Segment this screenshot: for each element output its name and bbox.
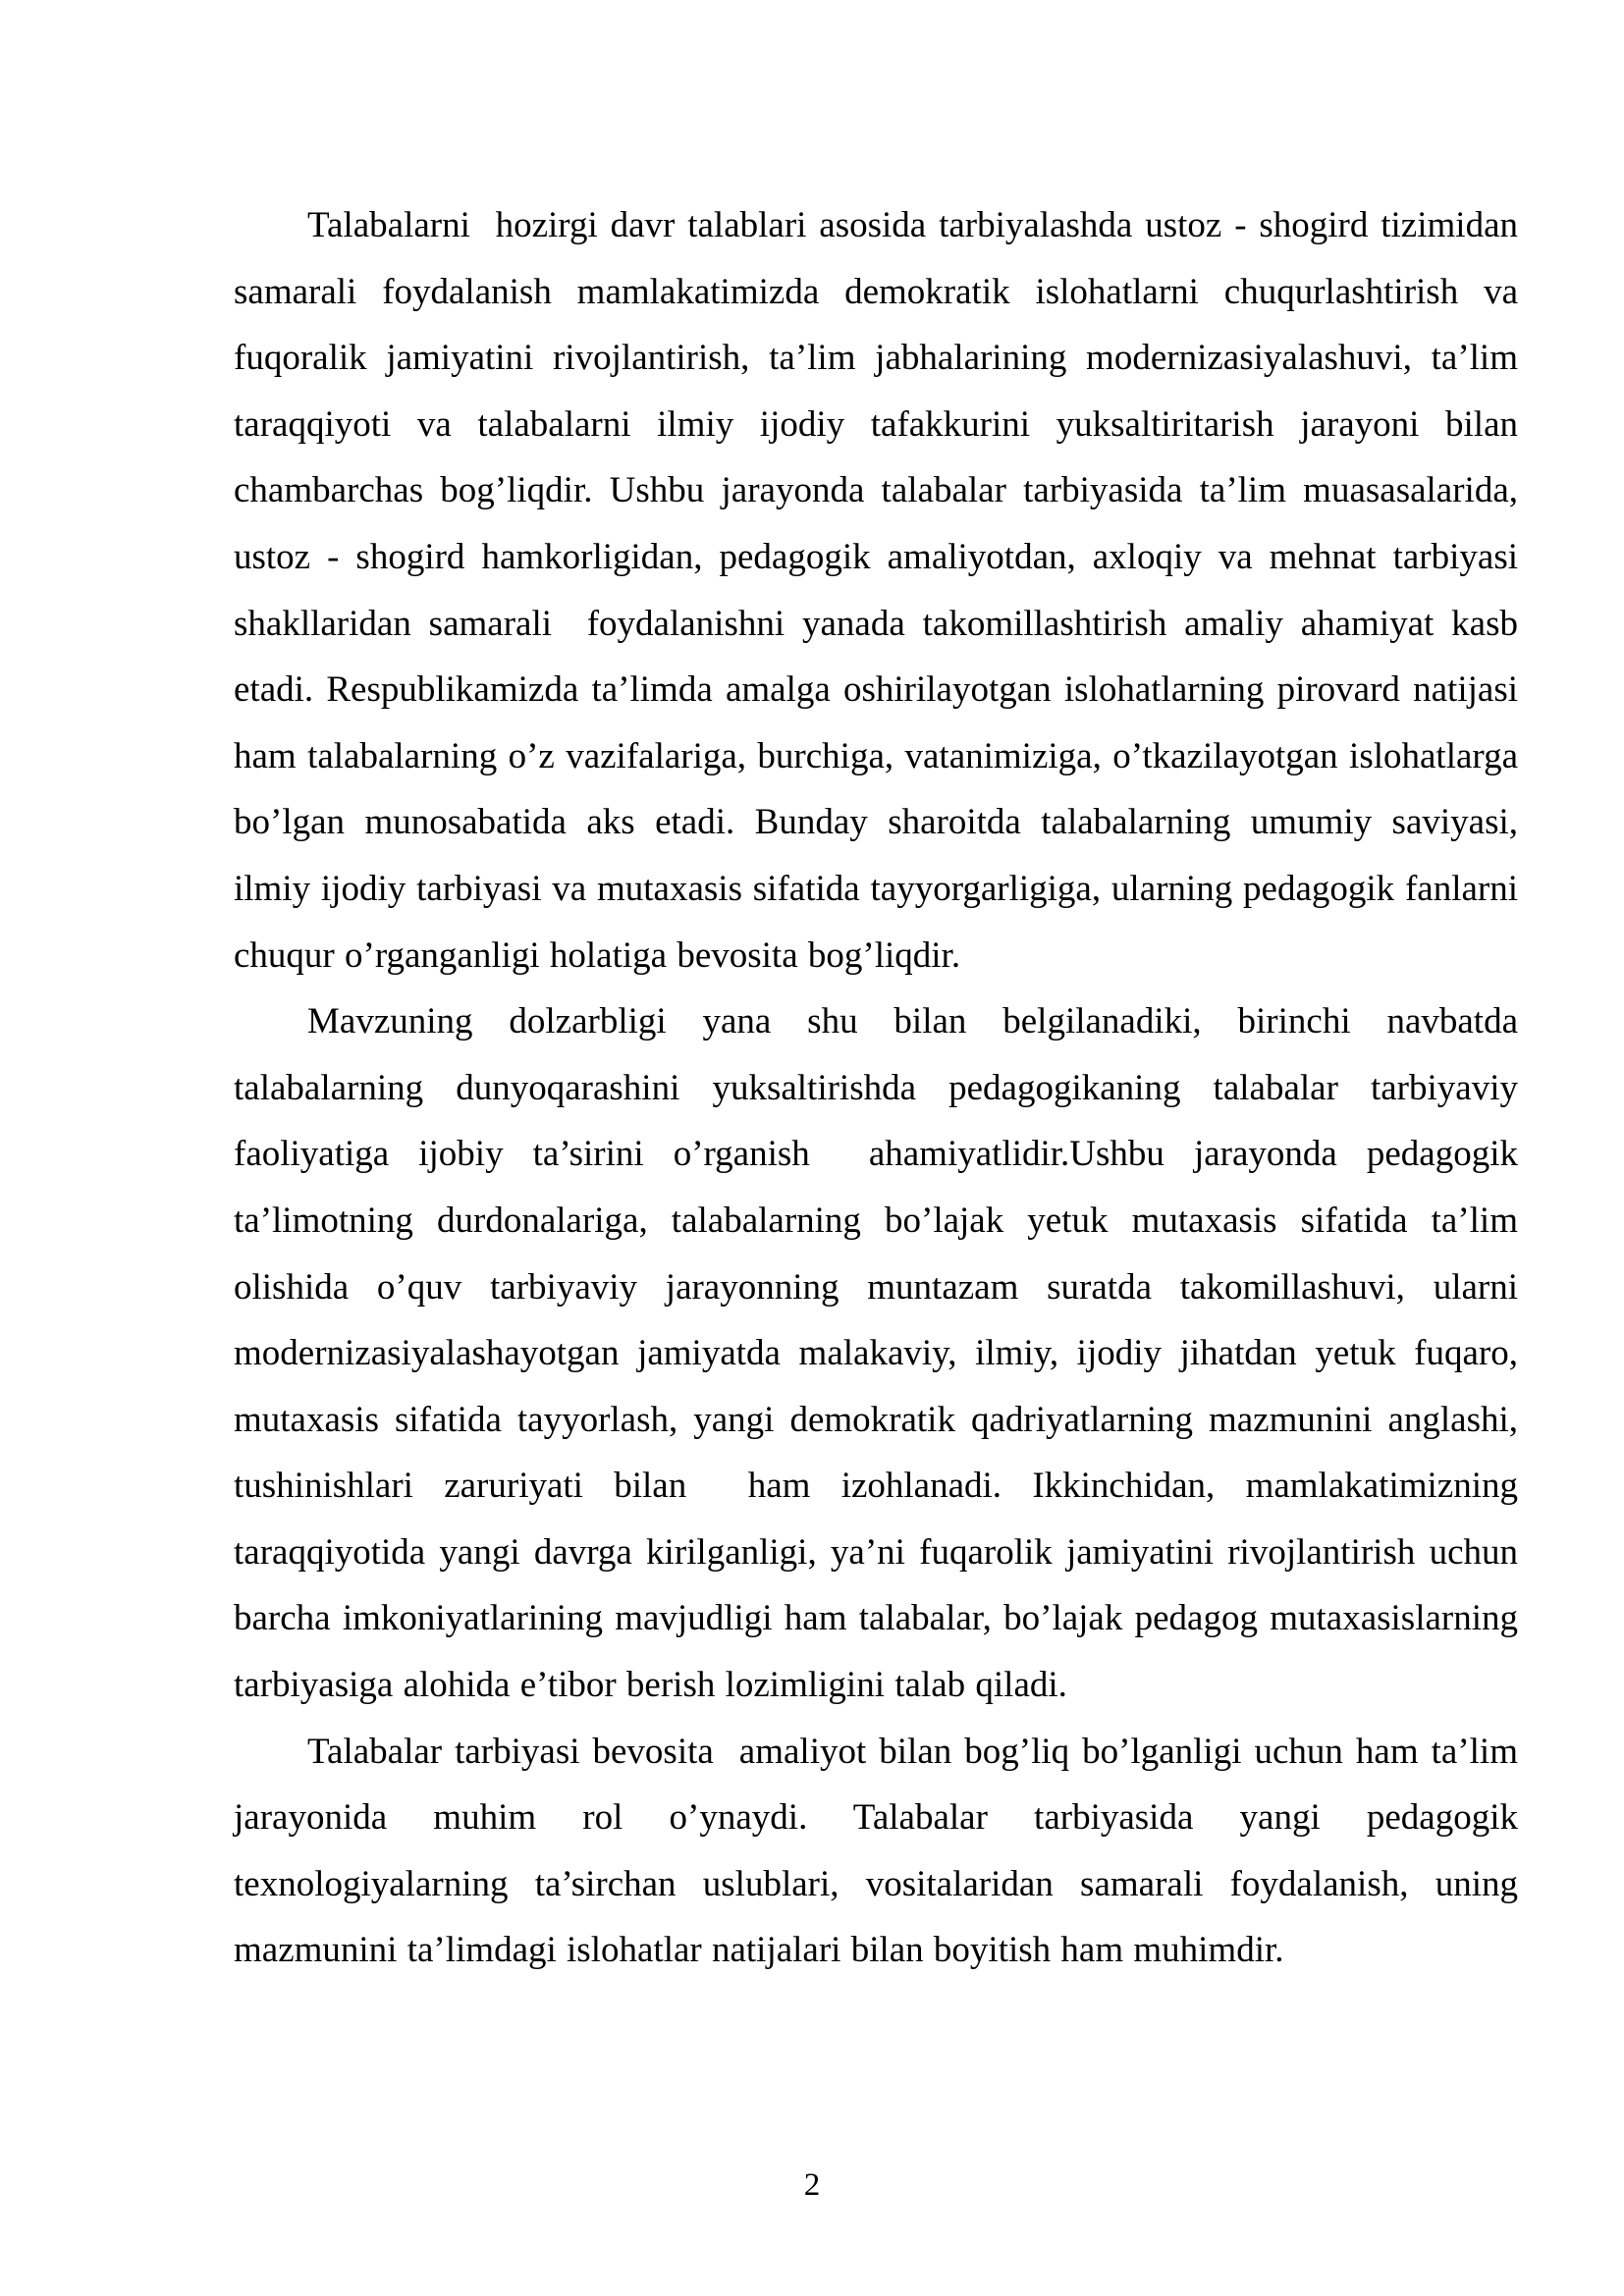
page-number: 2 bbox=[803, 2167, 821, 2203]
paragraph-3: Talabalar tarbiyasi bevosita amaliyot bilan bog’liq bo’lganligi uchun ham ta’lim jarayonida muhim rol o’ynaydi. Talabalar tarbiyasida yangi pedagogik texnologiyalarning ta’sirchan uslublari, vositalaridan samarali foydalanish, uning mazmunini ta’limdagi islohatlar natijalari bilan boyitish ham muhimdir. bbox=[234, 1731, 1529, 1971]
paragraph-2: Mavzuning dolzarbligi yana shu bilan belgilanadiki, birinchi navbatda talabalarning dunyoqarashini yuksaltirishda pedagogikaning talabalar tarbiyaviy faoliyatiga ijobiy ta’sirini o’rganish ahamiyatlidir.Ushbu jarayonda pedagogik ta’limotning durdonalariga, talabalarning bo’lajak yetuk mutaxasis sifatida ta’lim olishida o’quv tarbiyaviy jarayonning muntazam suratda takomillashuvi, ularni modernizasiyalashayotgan jamiyatda malakaviy, ilmiy, ijodiy jihatdan yetuk fuqaro, mutaxasis sifatida tayyorlash, yangi demokratik qadriyatlarning mazmunini anglashi, tushinishlari zaruriyati bilan ham izohlanadi. Ikkinchidan, mamlakatimizning taraqqiyotida yangi davrga kirilganligi, ya’ni fuqarolik jamiyatini rivojlantirish uchun barcha imkoniyatlarining mavjudligi ham talabalar, bo’lajak pedagog mutaxasislarning tarbiyasiga alohida e’tibor berish lozimligini talab qiladi. bbox=[234, 1001, 1529, 1706]
body-text bbox=[234, 192, 1529, 1984]
paragraph-1: Talabalarni hozirgi davr talablari asosida tarbiyalashda ustoz - shogird tizimidan samarali foydalanish mamlakatimizda demokratik islohatlarni chuqurlashtirish va fuqoralik jamiyatini rivojlantirish, ta’lim jabhalarining modernizasiyalashuvi, ta’lim taraqqiyoti va talabalarni ilmiy ijodiy tafakkurini yuksaltiritarish jarayoni bilan chambarchas bog’liqdir. Ushbu jarayonda talabalar tarbiyasida ta’lim muasasalarida, ustoz - shogird hamkorligidan, pedagogik amaliyotdan, axloqiy va mehnat tarbiyasi shakllaridan samarali foydalanishni yanada takomillashtirish amaliy ahamiyat kasb etadi. Respublikamizda ta’limda amalga oshirilayotgan islohatlarning pirovard natijasi ham talabalarning o’z vazifalariga, burchiga, vatanimiziga, o’tkazilayotgan islohatlarga bo’lgan munosabatida aks etadi. Bunday sharoitda talabalarning umumiy saviyasi, ilmiy ijodiy tarbiyasi va mutaxasis sifatida tayyorgarligiga, ularning pedagogik fanlarni chuqur o’rganganligi holatiga bevosita bog’liqdir. bbox=[234, 205, 1529, 976]
